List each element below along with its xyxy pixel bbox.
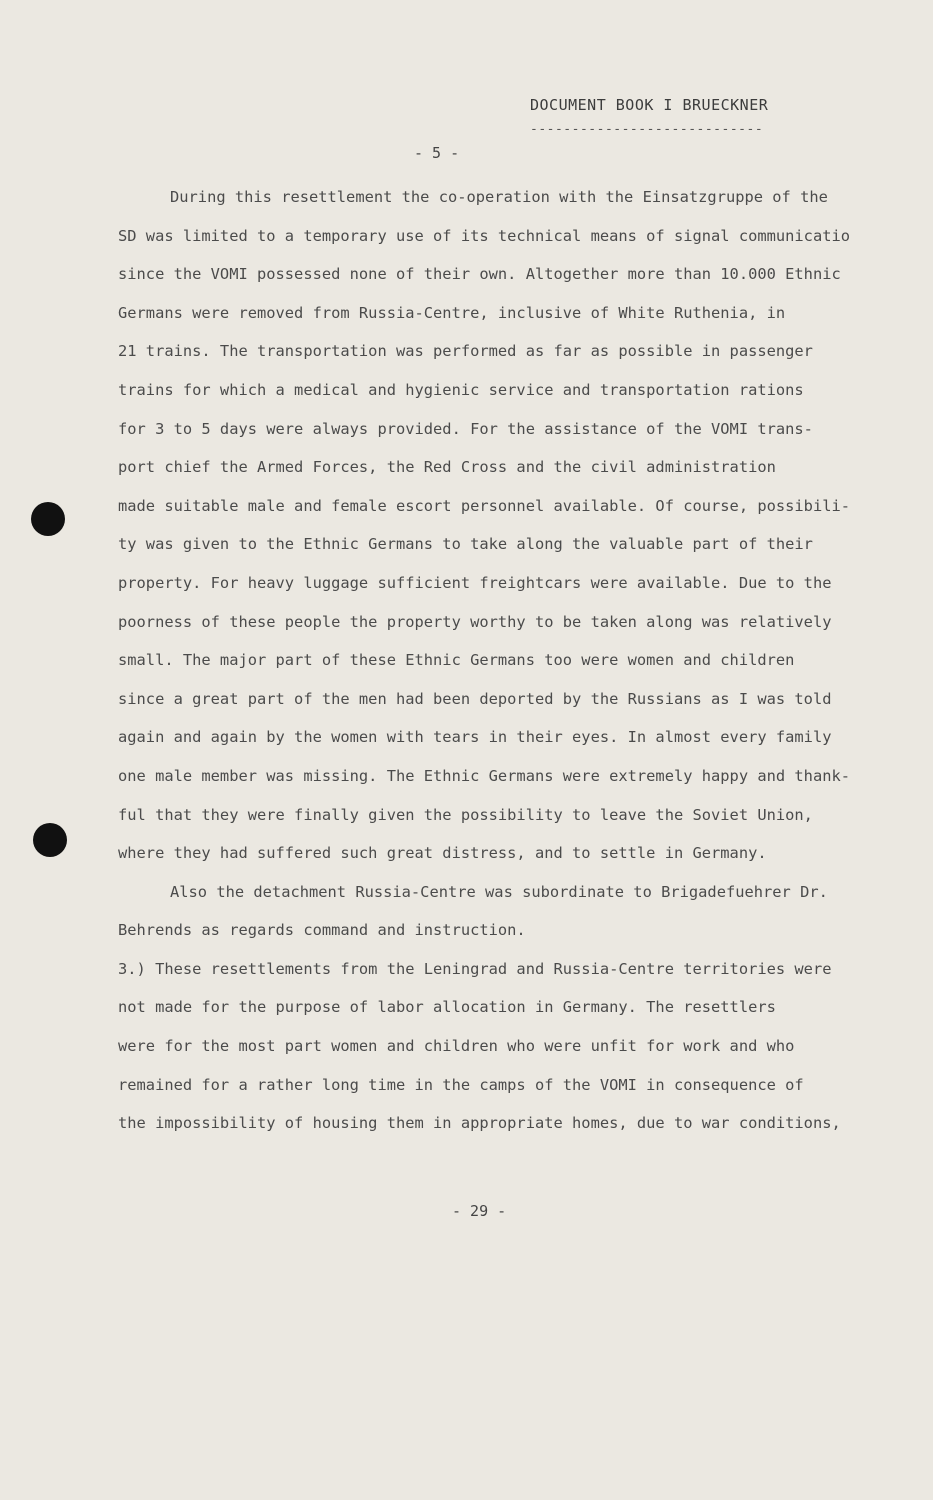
text-line: made suitable male and female escort personnel available. Of course, possibili- (118, 496, 851, 515)
text-line: since a great part of the men had been deported by the Russians as I was told (118, 689, 832, 708)
text-line: ful that they were finally given the possibility to leave the Soviet Union, (118, 805, 813, 824)
text-line: where they had suffered such great distress, and to settle in Germany. (118, 844, 767, 863)
text-line: ty was given to the Ethnic Germans to take along the valuable part of their (118, 535, 813, 554)
text-line: 21 trains. The transportation was performed as far as possible in passenger (118, 342, 813, 361)
punch-hole (33, 823, 67, 857)
header-underline: ---------------------------- (530, 122, 764, 137)
body-text (118, 178, 878, 1143)
text-line: port chief the Armed Forces, the Red Cross and the civil administration (118, 458, 776, 477)
text-line: 3.) These resettlements from the Leningrad and Russia-Centre territories were (118, 959, 832, 978)
text-line: property. For heavy luggage sufficient freightcars were available. Due to the (118, 573, 832, 592)
text-line: SD was limited to a temporary use of its technical means of signal communicatio (118, 226, 851, 245)
text-line: remained for a rather long time in the camps of the VOMI in consequence of (118, 1075, 804, 1094)
text-line: one male member was missing. The Ethnic Germans were extremely happy and thank- (118, 766, 851, 785)
text-line: since the VOMI possessed none of their own. Altogether more than 10.000 Ethnic (118, 265, 841, 284)
text-line: not made for the purpose of labor allocation in Germany. The resettlers (118, 998, 776, 1017)
text-line: for 3 to 5 days were always provided. For the assistance of the VOMI trans- (118, 419, 813, 438)
text-line: again and again by the women with tears in their eyes. In almost every family (118, 728, 832, 747)
text-line: trains for which a medical and hygienic service and transportation rations (118, 380, 804, 399)
page-number-bottom: - 29 - (452, 1202, 507, 1220)
text-line: were for the most part women and children who were unfit for work and who (118, 1037, 795, 1056)
text-line: poorness of these people the property worthy to be taken along was relatively (118, 612, 832, 631)
document-header: DOCUMENT BOOK I BRUECKNER (530, 96, 769, 114)
text-line: Germans were removed from Russia-Centre, inclusive of White Ruthenia, in (118, 303, 786, 322)
text-line: the impossibility of housing them in appropriate homes, due to war conditions, (118, 1114, 841, 1133)
text-line: During this resettlement the co-operation with the Einsatzgruppe of the (170, 188, 828, 206)
text-line: Also the detachment Russia-Centre was subordinate to Brigadefuehrer Dr. (170, 882, 828, 901)
text-line: Behrends as regards command and instruction. (118, 921, 526, 940)
page-number-top: - 5 - (414, 144, 460, 162)
text-line: small. The major part of these Ethnic Germans too were women and children (118, 651, 795, 670)
punch-hole (31, 502, 65, 536)
